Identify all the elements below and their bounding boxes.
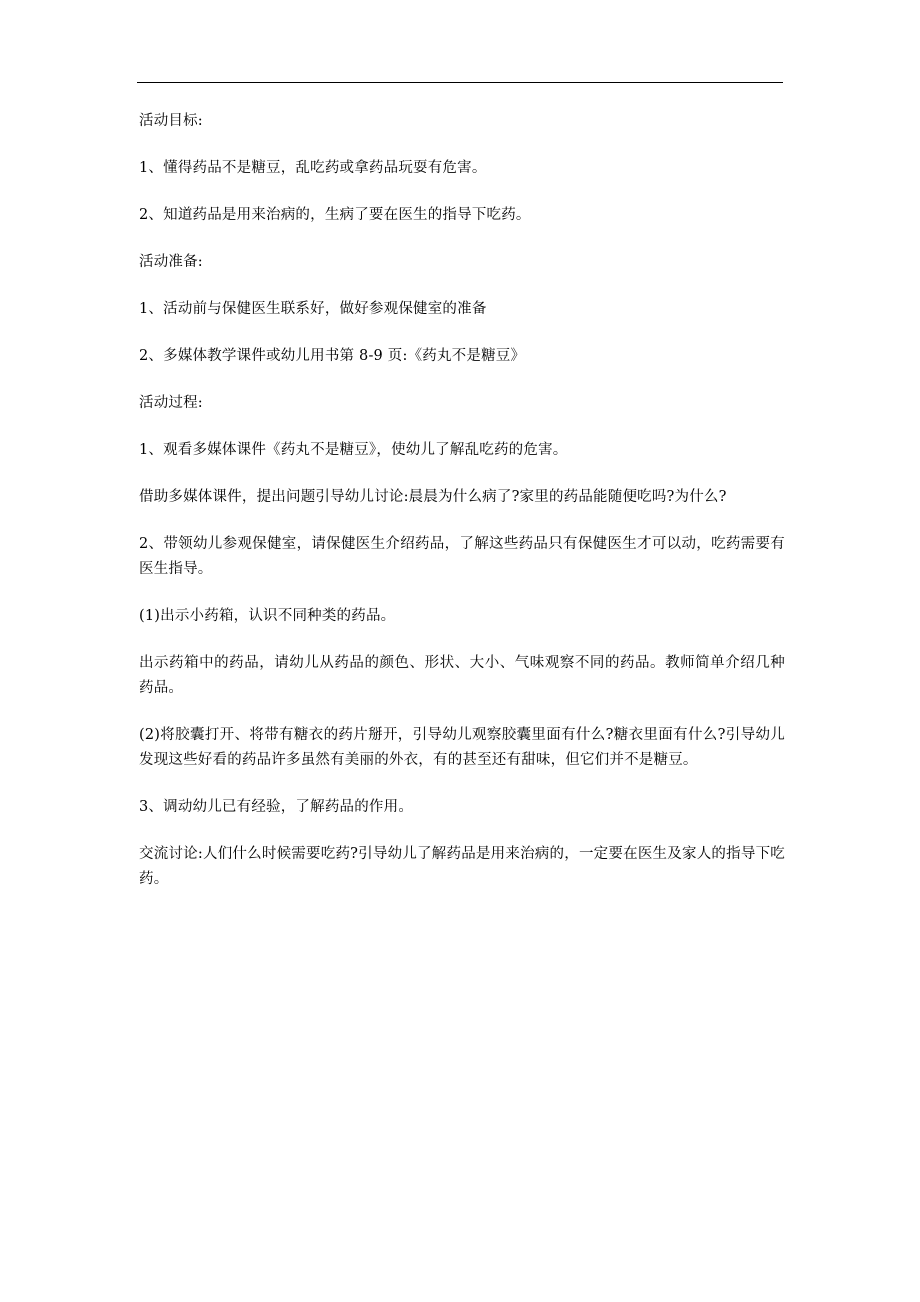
process-step-1-detail: 借助多媒体课件，提出问题引导幼儿讨论:晨晨为什么病了?家里的药品能随便吃吗?为什么? [139, 489, 727, 505]
process-step-3: 3、调动幼儿已有经验，了解药品的作用。 [139, 799, 414, 815]
heading-activity-goals: 活动目标: [139, 113, 203, 129]
process-step-2: 2、带领幼儿参观保健室，请保健医生介绍药品，了解这些药品只有保健医生才可以动，吃药需要有医生指导。 [139, 536, 785, 577]
header-rule [137, 82, 783, 83]
process-step-3-detail: 交流讨论:人们什么时候需要吃药?引导幼儿了解药品是用来治病的，一定要在医生及家人的指导下吃药。 [139, 846, 785, 887]
heading-activity-preparation: 活动准备: [139, 254, 203, 270]
preparation-item-1: 1、活动前与保健医生联系好，做好参观保健室的准备 [139, 301, 487, 317]
document-body [139, 109, 785, 914]
heading-activity-process: 活动过程: [139, 395, 203, 411]
goal-item-2: 2、知道药品是用来治病的，生病了要在医生的指导下吃药。 [139, 207, 531, 223]
process-substep-1: (1)出示小药箱，认识不同种类的药品。 [139, 608, 396, 624]
preparation-item-2: 2、多媒体教学课件或幼儿用书第 8-9 页:《药丸不是糖豆》 [139, 348, 526, 364]
goal-item-1: 1、懂得药品不是糖豆，乱吃药或拿药品玩耍有危害。 [139, 160, 487, 176]
process-substep-2: (2)将胶囊打开、将带有糖衣的药片掰开，引导幼儿观察胶囊里面有什么?糖衣里面有什么?引导幼儿发现这些好看的药品许多虽然有美丽的外衣，有的甚至还有甜味，但它们并不是糖豆。 [139, 727, 785, 768]
process-step-1: 1、观看多媒体课件《药丸不是糖豆》，使幼儿了解乱吃药的危害。 [139, 442, 568, 458]
process-substep-1-detail: 出示药箱中的药品，请幼儿从药品的颜色、形状、大小、气味观察不同的药品。教师简单介绍几种药品。 [139, 655, 785, 696]
